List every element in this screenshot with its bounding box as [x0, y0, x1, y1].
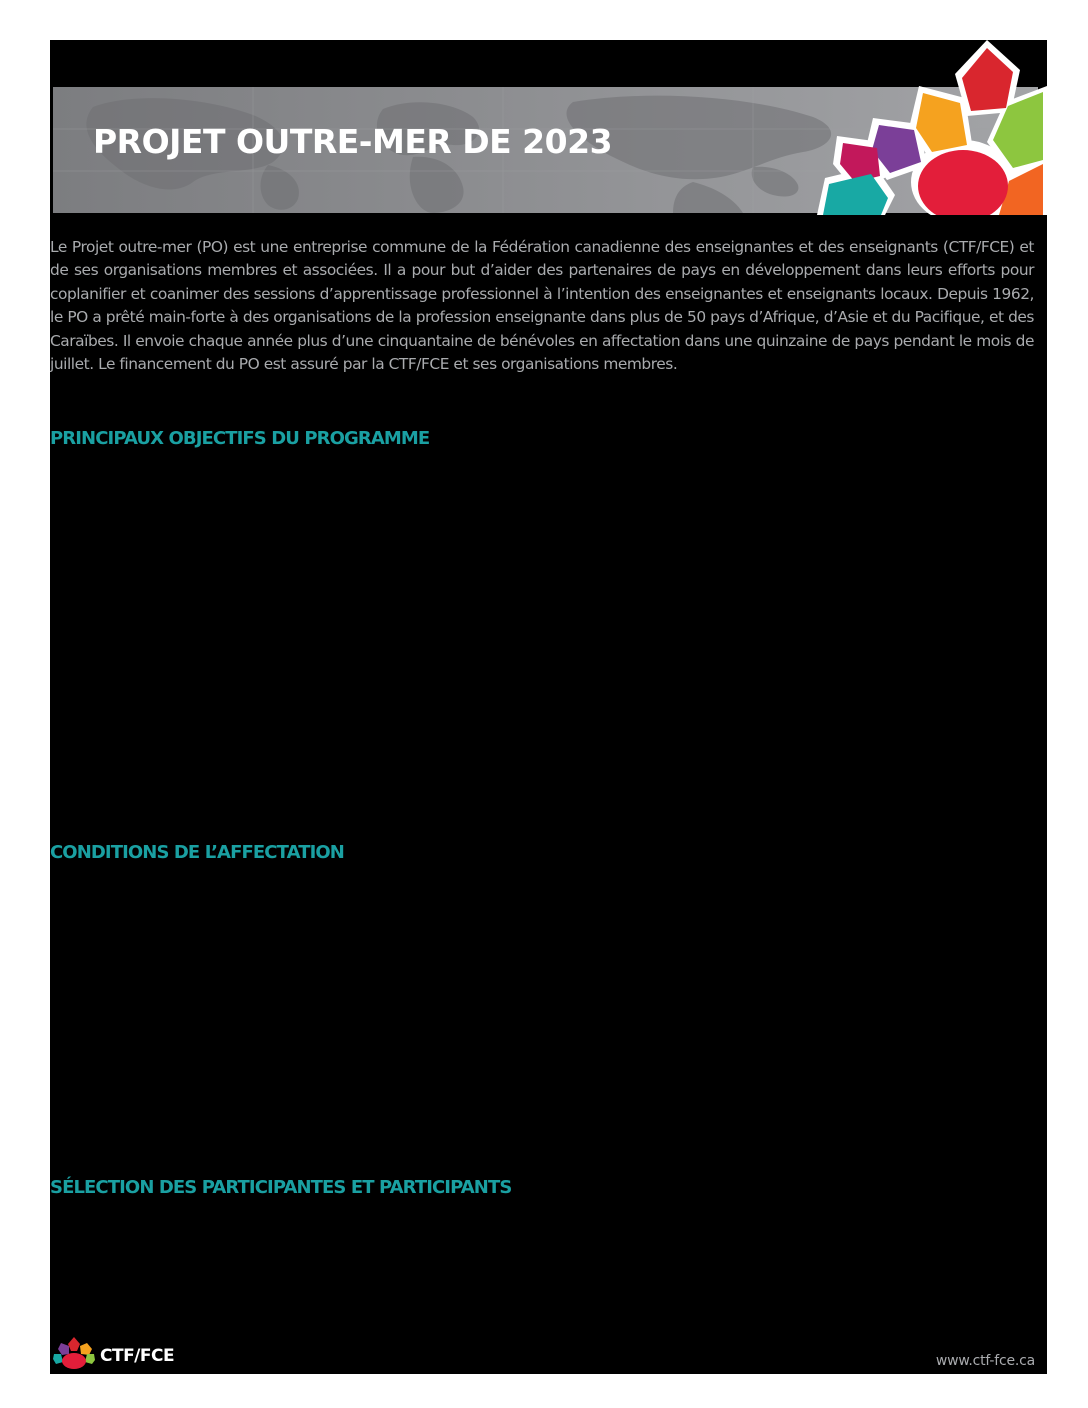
section-heading-objectifs: PRINCIPAUX OBJECTIFS DU PROGRAMME	[50, 428, 430, 449]
footer-logo	[52, 1336, 192, 1370]
maple-leaf-flower-logo-icon	[815, 40, 1047, 215]
intro-paragraph: Le Projet outre-mer (PO) est une entreprise commune de la Fédération canadienne des enseignantes et des enseignants (CTF/FCE) et de ses organisations membres et associées. Il a pour but d’aider des partenaires de pays en développement dans leurs efforts pour coplanifier et coanimer des sessions d’apprentissage professionnel à l’intention des enseignantes et enseignants locaux. Depuis 1962, le PO a prêté main-forte à des organisations de la profession enseignante dans plus de 50 pays d’Afrique, d’Asie et du Pacifique, et des Caraïbes. Il envoie chaque année plus d’une cinquantaine de bénévoles en affectation dans une quinzaine de pays pendant le mois de juillet. Le financement du PO est assuré par la CTF/FCE et ses organisations membres.	[50, 238, 1034, 374]
document-page	[50, 40, 1047, 1374]
footer-url[interactable]: www.ctf-fce.ca	[935, 1353, 1035, 1369]
section-heading-conditions: CONDITIONS DE L’AFFECTATION	[50, 842, 344, 863]
section-heading-selection: SÉLECTION DES PARTICIPANTES ET PARTICIPANTS	[50, 1177, 512, 1198]
page-title: PROJET OUTRE-MER DE 2023	[93, 122, 613, 161]
footer-logo-text: CTF/FCE	[100, 1346, 175, 1366]
ctf-fce-logo-icon	[52, 1336, 96, 1370]
